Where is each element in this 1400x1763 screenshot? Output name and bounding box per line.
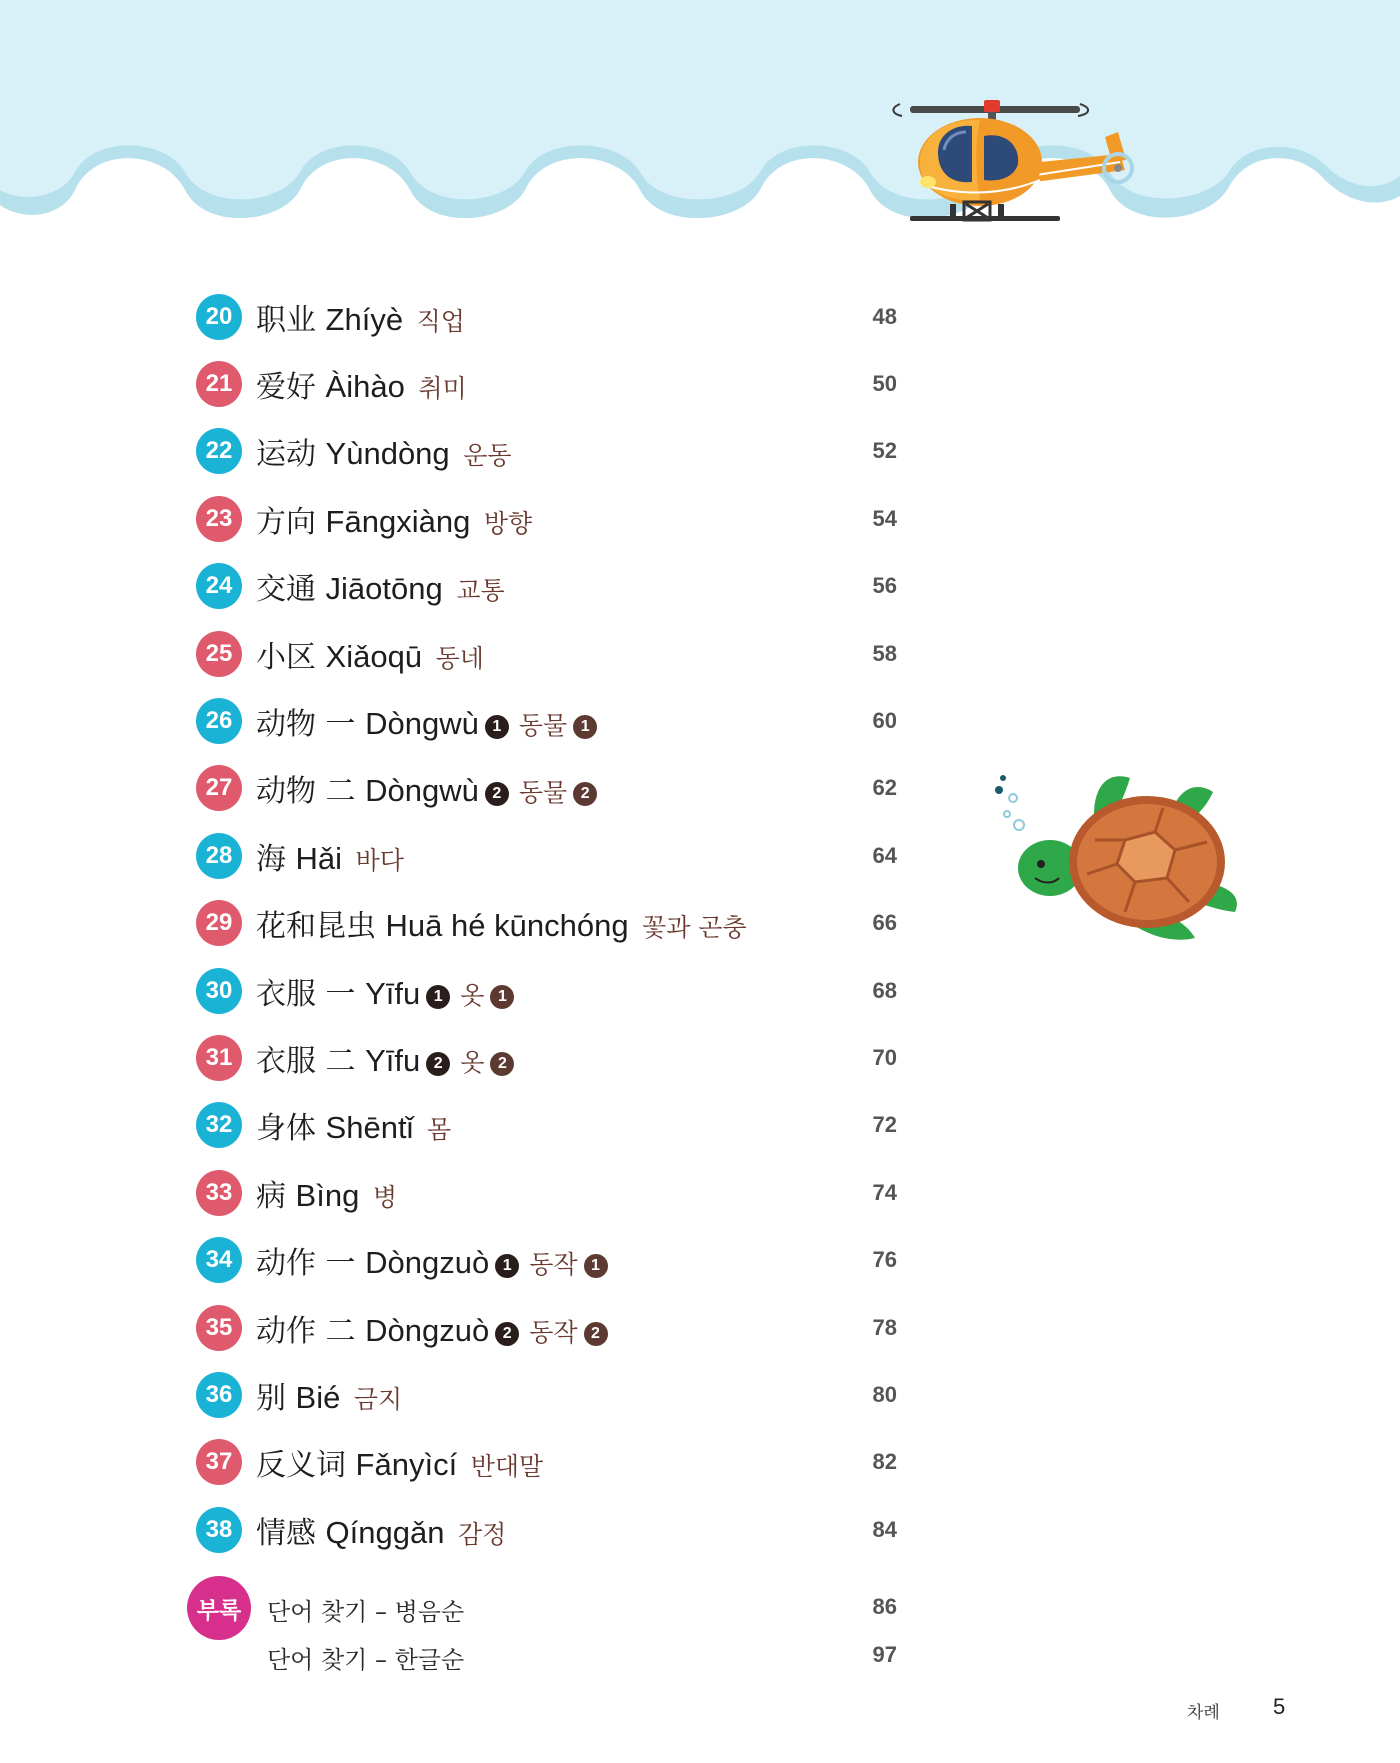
chapter-page-number: 60	[872, 708, 897, 734]
footer-section-label: 차례	[1187, 1703, 1220, 1723]
chapter-number-badge: 34	[196, 1237, 242, 1283]
chapter-title-korean: 반대말	[470, 1452, 544, 1482]
chapter-number-badge: 21	[196, 361, 242, 407]
chapter-title	[256, 834, 404, 878]
chapter-title-pinyin: Fǎnyìcí	[355, 1447, 458, 1483]
appendix-page-number: 86	[872, 1594, 897, 1619]
chapter-number-badge: 37	[196, 1439, 242, 1485]
chapter-number-badge: 29	[196, 900, 242, 946]
helicopter-illustration	[880, 92, 1160, 242]
chapter-number-badge: 27	[196, 765, 242, 811]
chapter-title-chinese: 动物 一	[256, 707, 356, 743]
chapter-title-chinese: 动作 二	[256, 1313, 356, 1349]
chapter-number-badge: 33	[196, 1170, 242, 1216]
chapter-title	[256, 362, 467, 406]
turtle-illustration	[995, 770, 1280, 955]
chapter-title-pinyin: Dòngwù	[365, 773, 479, 809]
chapter-page-number: 52	[872, 438, 897, 464]
toc-row[interactable]	[196, 1226, 916, 1293]
part-number-mark: 1	[573, 715, 597, 739]
chapter-title-pinyin: Bié	[295, 1379, 341, 1415]
chapter-title	[256, 632, 484, 676]
toc-row[interactable]	[196, 957, 916, 1024]
chapter-title-korean: 취미	[418, 374, 467, 404]
chapter-title-korean: 동물	[518, 711, 568, 741]
part-number-mark: 1	[426, 985, 450, 1009]
part-number-mark: 1	[490, 985, 514, 1009]
part-number-mark: 1	[495, 1254, 519, 1278]
part-number-mark: 1	[485, 715, 509, 739]
chapter-title-korean: 금지	[353, 1384, 403, 1414]
chapter-title-korean: 병	[372, 1182, 398, 1212]
footer-page-number: 5	[1273, 1694, 1286, 1719]
toc-row[interactable]	[196, 1429, 916, 1496]
chapter-number-badge: 31	[196, 1035, 242, 1081]
chapter-page-number: 54	[872, 505, 897, 531]
toc-row[interactable]	[196, 485, 916, 552]
chapter-title-korean: 직업	[416, 306, 465, 336]
chapter-title-chinese: 小区	[256, 639, 316, 675]
chapter-title-korean: 감정	[458, 1519, 507, 1549]
chapter-title-pinyin: Qínggǎn	[325, 1514, 445, 1550]
chapter-page-number: 58	[872, 640, 897, 666]
chapter-page-number: 82	[872, 1449, 897, 1475]
chapter-title	[256, 497, 532, 541]
chapter-page-number: 76	[872, 1247, 897, 1273]
part-number-mark: 1	[584, 1254, 608, 1278]
chapter-title-chinese: 花和昆虫	[256, 909, 376, 945]
toc-row[interactable]	[196, 1496, 916, 1563]
chapter-title-chinese: 运动	[256, 437, 316, 473]
part-number-mark: 2	[495, 1322, 519, 1346]
chapter-page-number: 64	[872, 842, 897, 868]
chapter-title-chinese: 别	[256, 1380, 286, 1416]
chapter-title-pinyin: Shēntǐ	[325, 1110, 414, 1146]
chapter-title	[256, 699, 603, 743]
chapter-title-chinese: 交通	[256, 572, 316, 608]
chapter-title	[256, 1306, 614, 1350]
chapter-page-number: 74	[872, 1179, 897, 1205]
chapter-title-chinese: 病	[256, 1178, 286, 1214]
chapter-title-pinyin: Huā hé kūnchóng	[385, 908, 629, 944]
chapter-title-chinese: 情感	[256, 1515, 316, 1551]
chapter-title-pinyin: Zhíyè	[325, 301, 404, 337]
chapter-title-pinyin: Dòngwù	[365, 706, 479, 742]
part-number-mark: 2	[573, 782, 597, 806]
toc-row[interactable]	[196, 553, 916, 620]
chapter-title-chinese: 动作 一	[256, 1246, 356, 1282]
chapter-title-pinyin: Xiǎoqū	[325, 638, 423, 674]
appendix-badge: 부록	[187, 1576, 251, 1640]
part-number-mark: 2	[584, 1322, 608, 1346]
chapter-title-pinyin: Fāngxiàng	[325, 503, 471, 539]
chapter-title-chinese: 衣服 二	[256, 1043, 356, 1079]
part-number-mark: 2	[485, 782, 509, 806]
chapter-number-badge: 38	[196, 1507, 242, 1553]
part-number-mark: 2	[490, 1052, 514, 1076]
toc-row[interactable]	[196, 822, 916, 889]
chapter-page-number: 56	[872, 573, 897, 599]
chapter-page-number: 48	[872, 303, 897, 329]
toc-row[interactable]	[196, 620, 916, 687]
chapter-number-badge: 23	[196, 496, 242, 542]
chapter-page-number: 70	[872, 1044, 897, 1070]
toc-row[interactable]	[196, 1294, 916, 1361]
chapter-number-badge: 24	[196, 563, 242, 609]
chapter-title	[256, 901, 747, 945]
chapter-title	[256, 429, 512, 473]
chapter-title-korean: 옷	[460, 980, 485, 1010]
chapter-page-number: 66	[872, 910, 897, 936]
toc-row[interactable]	[196, 1092, 916, 1159]
chapter-title-korean: 몸	[427, 1115, 452, 1145]
chapter-number-badge: 26	[196, 698, 242, 744]
chapter-title	[256, 1238, 614, 1282]
chapter-number-badge: 25	[196, 631, 242, 677]
toc-row[interactable]	[196, 1024, 916, 1091]
chapter-title	[256, 1103, 451, 1147]
chapter-title	[256, 295, 465, 339]
toc-row[interactable]	[196, 755, 916, 822]
chapter-page-number: 50	[872, 371, 897, 397]
chapter-title-korean: 동네	[435, 643, 484, 673]
chapter-title-chinese: 身体	[256, 1111, 316, 1147]
chapter-title-korean: 방향	[483, 508, 533, 538]
chapter-title	[256, 1036, 520, 1080]
chapter-number-badge: 28	[196, 833, 242, 879]
appendix-page-number: 97	[872, 1642, 897, 1667]
chapter-page-number: 68	[872, 977, 897, 1003]
appendix-item-pinyin-index[interactable]: 단어 찾기 – 병음순	[267, 1598, 465, 1626]
chapter-title-korean: 꽃과 곤충	[642, 913, 747, 943]
appendix-item-hangul-index[interactable]: 단어 찾기 – 한글순	[267, 1646, 465, 1674]
chapter-number-badge: 30	[196, 968, 242, 1014]
chapter-title-chinese: 职业	[256, 302, 316, 338]
table-of-contents	[196, 283, 916, 1563]
toc-row[interactable]	[196, 350, 916, 417]
chapter-title-chinese: 海	[256, 841, 286, 877]
chapter-title-korean: 옷	[460, 1047, 485, 1077]
chapter-title-chinese: 方向	[256, 504, 316, 540]
chapter-page-number: 78	[872, 1314, 897, 1340]
chapter-title-korean: 교통	[456, 576, 505, 606]
chapter-title-pinyin: Dòngzuò	[365, 1312, 490, 1348]
chapter-title-chinese: 反义词	[256, 1448, 346, 1484]
chapter-number-badge: 35	[196, 1305, 242, 1351]
chapter-title	[256, 1171, 397, 1215]
toc-row[interactable]	[196, 283, 916, 350]
appendix-section	[187, 1576, 916, 1686]
chapter-page-number: 80	[872, 1381, 897, 1407]
chapter-title-pinyin: Yùndòng	[325, 436, 450, 472]
chapter-title-pinyin: Jiāotōng	[325, 571, 443, 607]
chapter-title	[256, 1508, 506, 1552]
toc-row[interactable]	[196, 1159, 916, 1226]
part-number-mark: 2	[426, 1052, 450, 1076]
chapter-title	[256, 766, 603, 810]
chapter-title	[256, 969, 520, 1013]
chapter-title-korean: 바다	[355, 845, 404, 875]
chapter-number-badge: 32	[196, 1102, 242, 1148]
chapter-title-chinese: 爱好	[256, 370, 316, 406]
chapter-title-korean: 동물	[518, 778, 568, 808]
chapter-title-pinyin: Àihào	[325, 369, 405, 405]
toc-row[interactable]	[196, 890, 916, 957]
chapter-title-chinese: 动物 二	[256, 774, 356, 810]
chapter-title-pinyin: Hǎi	[295, 840, 343, 876]
chapter-title-pinyin: Yīfu	[365, 1042, 421, 1078]
chapter-number-badge: 36	[196, 1372, 242, 1418]
chapter-page-number: 84	[872, 1516, 897, 1542]
toc-row[interactable]	[196, 1361, 916, 1428]
chapter-title-korean: 동작	[529, 1317, 578, 1347]
chapter-title-korean: 동작	[529, 1250, 578, 1280]
chapter-number-badge: 22	[196, 428, 242, 474]
chapter-page-number: 62	[872, 775, 897, 801]
toc-row[interactable]	[196, 418, 916, 485]
chapter-title-pinyin: Yīfu	[365, 975, 421, 1011]
chapter-title	[256, 1440, 543, 1484]
chapter-page-number: 72	[872, 1112, 897, 1138]
chapter-number-badge: 20	[196, 294, 242, 340]
chapter-title-chinese: 衣服 一	[256, 976, 356, 1012]
toc-row[interactable]	[196, 687, 916, 754]
chapter-title-pinyin: Bìng	[295, 1177, 360, 1213]
chapter-title-korean: 운동	[463, 441, 512, 471]
chapter-title	[256, 564, 505, 608]
chapter-title	[256, 1373, 402, 1417]
sky-cloud-background	[0, 0, 1400, 260]
chapter-title-pinyin: Dòngzuò	[365, 1245, 490, 1281]
